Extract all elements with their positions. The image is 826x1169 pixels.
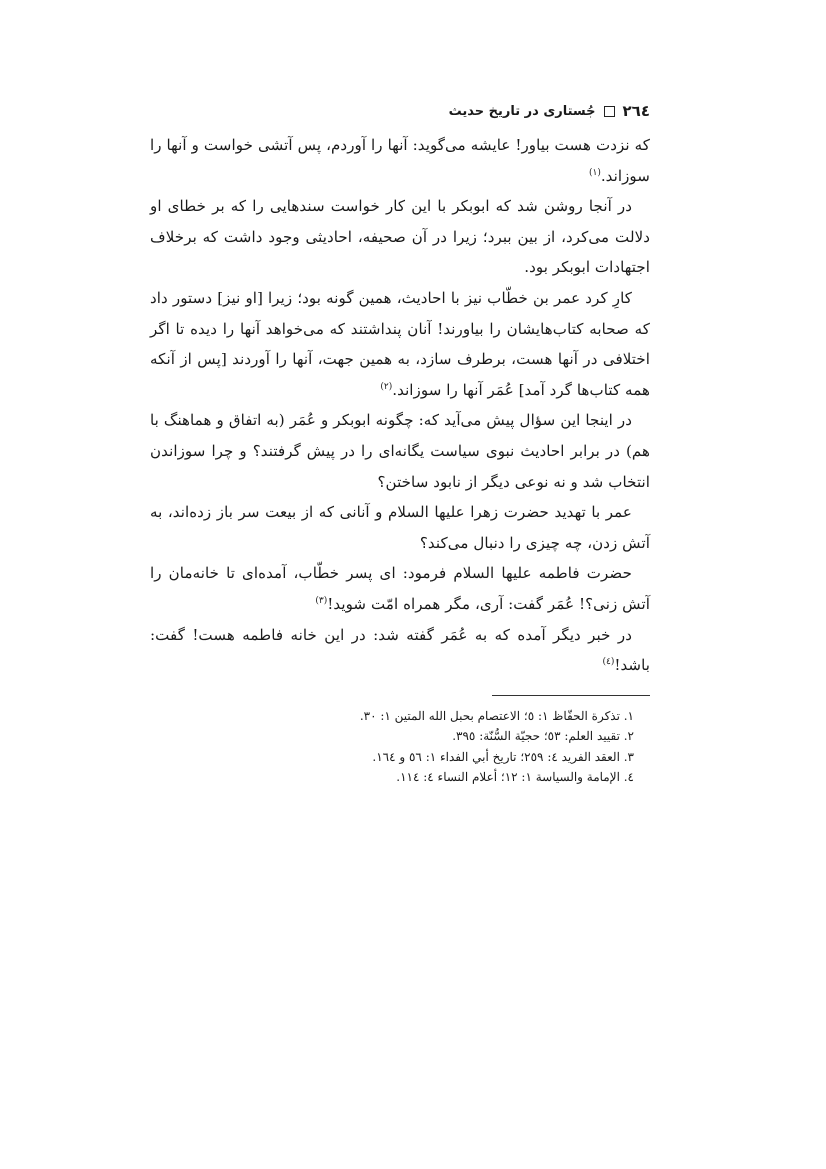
paragraph: کارِ کرد عمر بن خطّاب نیز با احادیث، همین گونه بود؛ زیرا [او نیز] دستور داد که صحابه کتاب‌هایشان را بیاورند! آنان پنداشتند که می‌خواهد آنها را دیده تا اگر اختلافی در آنها هست، برطرف سازد، به همین جهت، آنها را آوردند [پس از آنکه همه کتاب‌ها گرد آمد] عُمَر آنها را سوزاند.$^{(٢)}$ (150, 288, 650, 399)
paragraph: در خبر دیگر آمده که به عُمَر گفته شد: در این خانه فاطمه هست! گفت: باشد!$^{(٤)}$ (150, 625, 650, 675)
footnote-mark: (٢) (380, 381, 393, 392)
footnote-item: ٣. العقد الفريد ٤: ٢٥٩؛ تاريخ أبي الفداء ١: ٥٦ و ١٦٤. (372, 749, 634, 764)
footnotes (150, 706, 650, 788)
footnote-divider (492, 695, 650, 696)
page (150, 92, 650, 788)
footnote-item: ٢. تقييد العلم: ٥٣؛ حجيّة السُّنّة: ٣٩٥. (452, 729, 634, 744)
paragraph: عمر با تهدید حضرت زهرا علیها السلام و آنانی که از بیعت سر باز زده‌اند، به آتش زدن، چه چیزی را دنبال می‌کند؟ (150, 503, 650, 552)
square-icon (604, 106, 615, 117)
running-header (150, 92, 650, 130)
footnote-mark: (٤) (602, 657, 615, 668)
footnote-mark: (٣) (315, 595, 328, 606)
paragraph: در اینجا این سؤال پیش می‌آید که: چگونه ابوبکر و عُمَر (به اتفاق و هماهنگ با هم) در برابر احادیث نبوی سیاست یگانه‌ای را در پیش گرفتند؟ و چرا سوزاندن انتخاب شد و نه نوعی دیگر از نابود ساختن؟ (150, 411, 650, 491)
footnote-mark: (١) (588, 167, 601, 178)
paragraph: که نزدت هست بیاور! عایشه می‌گوید: آنها را آوردم، پس آتشی خواست و آنها را سوزاند.$^{(١)}$ (150, 136, 650, 185)
page-number: ٢٦٤ (622, 102, 650, 120)
footnote-item: ١. تذكرة الحفّاظ ١: ٥؛ الاعتصام بحبل الله المتين ١: ٣٠. (359, 708, 634, 723)
paragraph: در آنجا روشن شد که ابوبکر با این کار خواست سندهایی را که بر خطای او دلالت می‌کرد، از بین ببرد؛ زیرا در آن صحیفه، احادیثی وجود داشت که برخلاف اجتهادات ابوبکر بود. (150, 197, 650, 277)
book-title: جُستاری در تاریخ حدیث (448, 103, 596, 119)
paragraph: حضرت فاطمه علیها السلام فرمود: ای پسر خطّاب، آمده‌ای تا خانه‌مان را آتش زنی؟! عُمَر گفت: آری، مگر همراه امّت شوید!$^{(٣)}$ (150, 564, 650, 613)
footnote-item: ٤. الإمامة والسياسة ١: ١٢؛ أعلام النساء ٤: ١١٤. (396, 770, 634, 785)
body-text (150, 130, 650, 681)
